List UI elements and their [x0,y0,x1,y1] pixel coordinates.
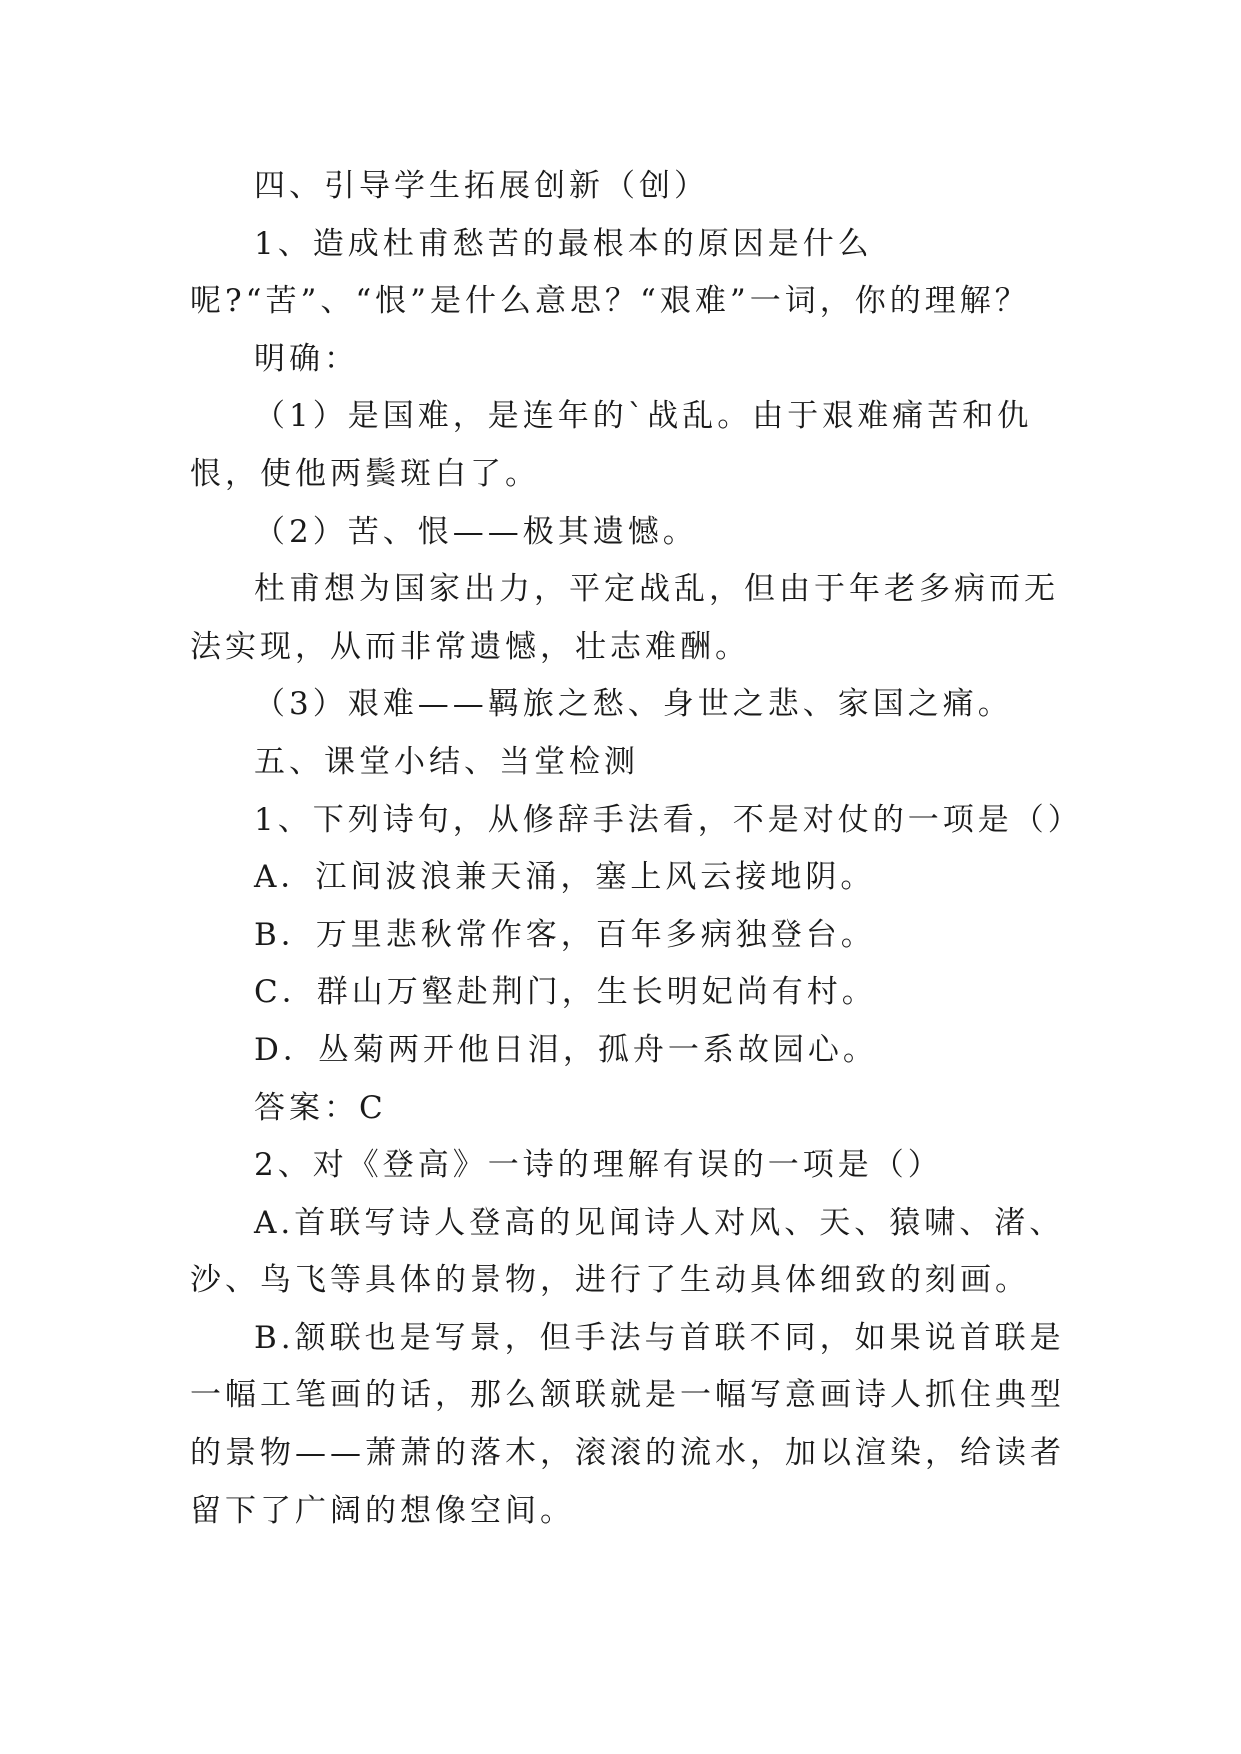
quiz-option-a: A．江间波浪兼天涌，塞上风云接地阴。 [254,859,876,896]
quiz-question-2: 2、对《登高》一诗的理解有误的一项是（） [254,1147,943,1184]
quiz-answer: 答案：C [254,1089,387,1126]
answer-point-3: （3）艰难——羁旅之愁、身世之悲、家国之痛。 [254,686,1013,723]
answer-point-1: （1）是国难，是连年的`战乱。由于艰难痛苦和仇恨，使他两鬓斑白了。 [190,398,1033,492]
document-body [190,158,1083,1540]
answer-point-2-explanation: 杜甫想为国家出力，平定战乱，但由于年老多病而无法实现，从而非常遗憾，壮志难酬。 [190,571,1059,665]
quiz-2-option-b: B.颔联也是写景，但手法与首联不同，如果说首联是一幅工笔画的话，那么颔联就是一幅写意画诗人抓住典型的景物——萧萧的落木，滚滚的流水，加以渲染，给读者留下了广阔的想像空间。 [190,1319,1065,1529]
quiz-question-1: 1、下列诗句，从修辞手法看，不是对仗的一项是（） [254,801,1083,838]
quiz-option-c: C．群山万壑赴荆门，生长明妃尚有村。 [254,974,877,1011]
section-heading-4: 四、引导学生拓展创新（创） [254,168,709,204]
quiz-2-option-a: A.首联写诗人登高的见闻诗人对风、天、猿啸、渚、沙、鸟飞等具体的景物，进行了生动具体细致的刻画。 [190,1204,1065,1299]
quiz-option-d: D．丛菊两开他日泪，孤舟一系故园心。 [254,1031,878,1068]
quiz-option-b: B．万里悲秋常作客，百年多病独登台。 [254,916,876,953]
clarification-label: 明确： [254,340,359,377]
answer-point-2: （2）苦、恨——极其遗憾。 [254,513,698,550]
section-heading-5: 五、课堂小结、当堂检测 [254,743,639,780]
question-1: 1、造成杜甫愁苦的最根本的原因是什么呢?“苦”、“恨”是什么意思？“艰难”一词，你的理解？ [190,225,1030,320]
